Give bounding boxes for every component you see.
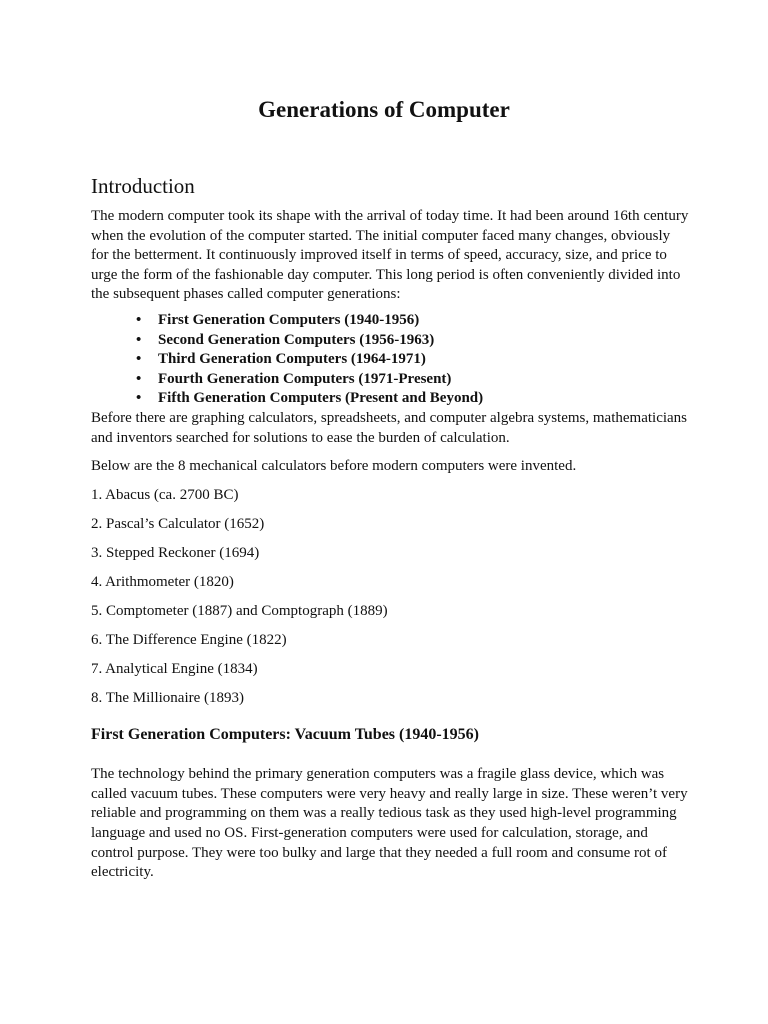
first-gen-paragraph: The technology behind the primary generation computers was a fragile glass device, which was called vacuum tubes. These computers were very heavy and really large in size. These weren’t very reliable and programming on them was a really tedious task as they used high-level programming language and used no OS. First-generation computers were used for calculation, storage, and control purpose. They were too bulky and large that they needed a full room and consume rot of electricity. [91,766,688,881]
calculators-intro: Below are the 8 mechanical calculators before modern computers were invented. [91,458,577,475]
calculator-item: 5. Comptometer (1887) and Comptograph (1889) [91,602,388,619]
generation-item: • Fourth Generation Computers (1971-Present) [158,370,691,390]
calculator-item: 4. Arithmometer (1820) [91,573,234,590]
generation-item: • Third Generation Computers (1964-1971) [158,350,691,370]
generation-item: • Second Generation Computers (1956-1963) [158,331,691,351]
calculator-item: 1. Abacus (ca. 2700 BC) [91,486,239,503]
calculator-item: 6. The Difference Engine (1822) [91,631,287,648]
first-gen-heading: First Generation Computers: Vacuum Tubes (1940-1956) [91,726,480,744]
calculators-list [91,486,691,708]
calculators-paragraph: Before there are graphing calculators, spreadsheets, and computer algebra systems, mathematicians and inventors searched for solutions to ease the burden of calculation. [91,409,688,446]
calculator-item: 3. Stepped Reckoner (1694) [91,544,260,561]
document-title: Generations of Computer [258,97,510,122]
generation-item: • First Generation Computers (1940-1956) [158,311,691,331]
calculator-item: 2. Pascal’s Calculator (1652) [91,515,265,532]
intro-heading: Introduction [91,174,195,198]
intro-paragraph: The modern computer took its shape with the arrival of today time. It had been around 16th century when the evolution of the computer started. The initial computer faced many changes, obviously for the betterment. It continuously improved itself in terms of speed, accuracy, size, and price to urge the form of the fashionable day computer. This long period is often conveniently divided into the subsequent phases called computer generations: [91,208,689,303]
calculator-item: 7. Analytical Engine (1834) [91,660,258,677]
calculator-item: 8. The Millionaire (1893) [91,689,245,706]
generations-list [91,311,691,409]
document-content [91,172,691,892]
generation-item: • Fifth Generation Computers (Present and Beyond) [158,389,691,409]
